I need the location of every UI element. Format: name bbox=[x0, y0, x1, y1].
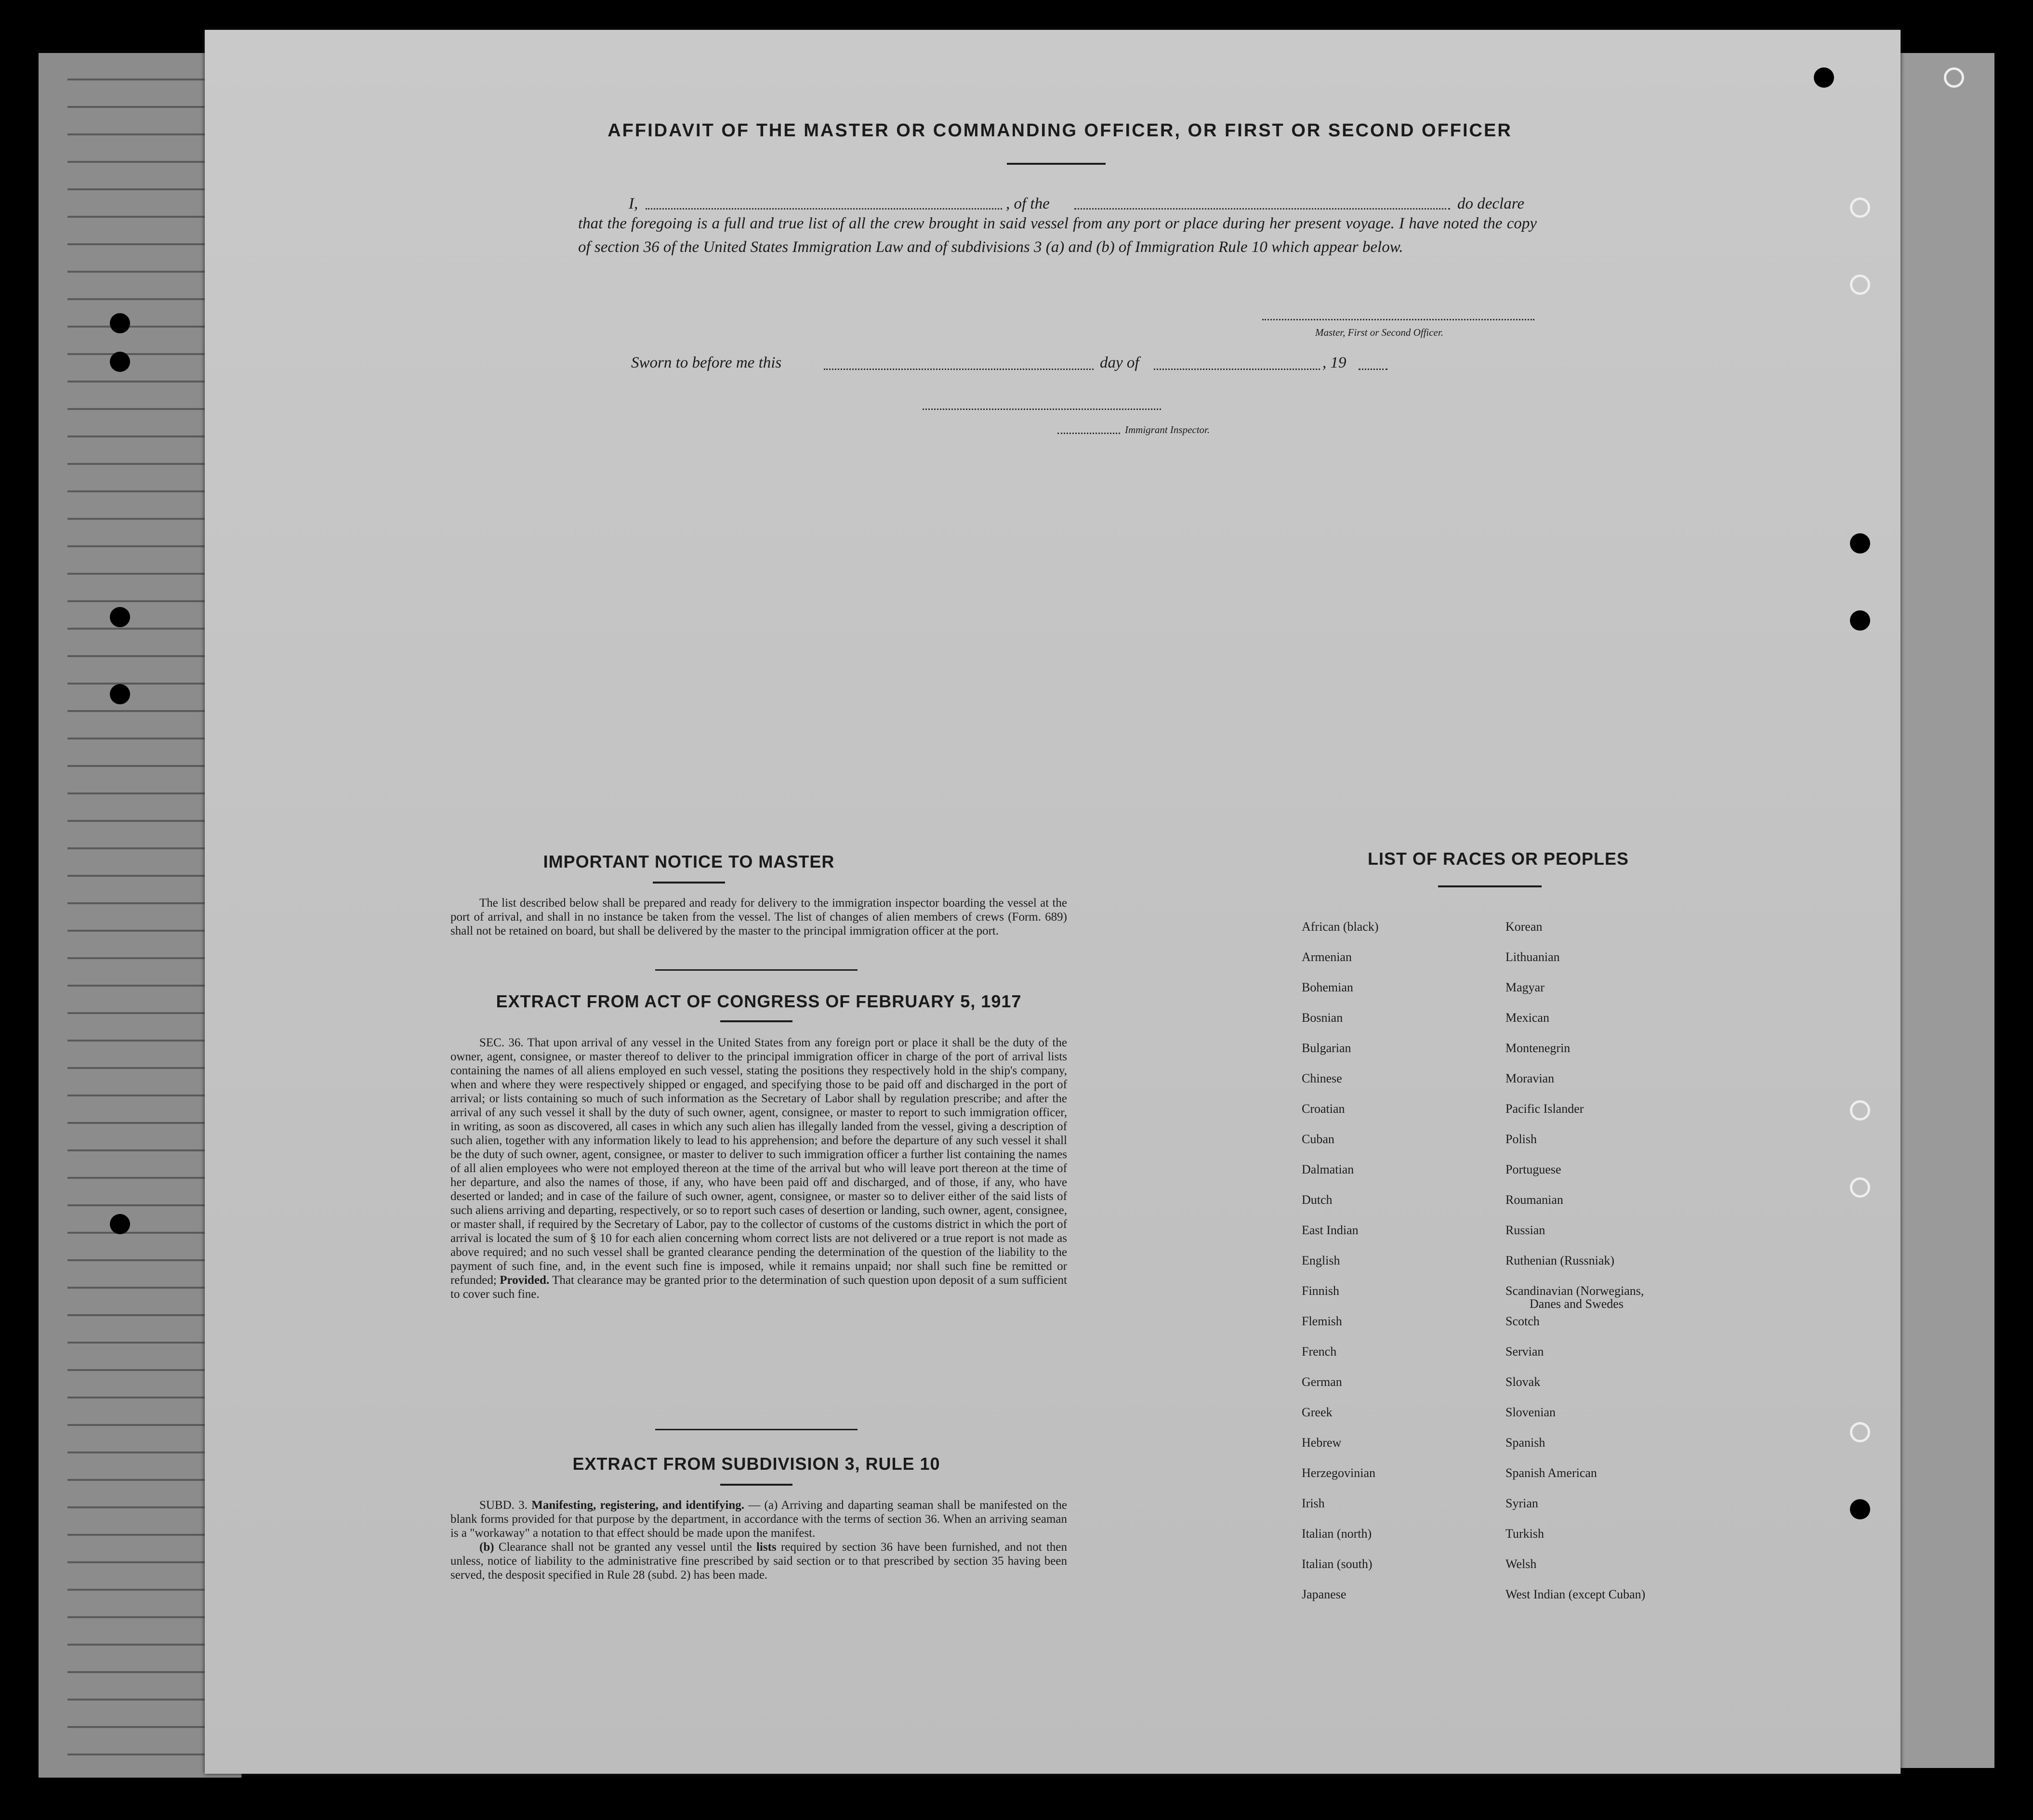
punch-hole bbox=[1944, 67, 1964, 88]
race-item: Mexican bbox=[1505, 1011, 1549, 1025]
race-item: Pacific Islander bbox=[1505, 1102, 1584, 1116]
affidavit-i-label: I, bbox=[629, 195, 638, 212]
race-item: Japanese bbox=[1302, 1587, 1347, 1601]
race-item: Servian bbox=[1505, 1345, 1544, 1358]
month-blank bbox=[1154, 369, 1320, 370]
race-item: Montenegrin bbox=[1505, 1041, 1571, 1055]
day-of-label: day of bbox=[1100, 354, 1139, 371]
punch-hole bbox=[110, 684, 130, 704]
extract-rule-title: EXTRACT FROM SUBDIVISION 3, RULE 10 bbox=[572, 1454, 940, 1474]
inspector-dot-leader bbox=[1057, 433, 1120, 434]
race-item: Welsh bbox=[1505, 1557, 1537, 1571]
b-text-2: required by section 36 have been furnished, and not then unless, notice of liability to the administrative fine prescribed by said section or to that prescribed by section 35 having been served, the desposit specified in Rule 28 (subd. 2) has been made. bbox=[450, 1541, 1068, 1582]
extract-act-title: EXTRACT FROM ACT OF CONGRESS OF FEBRUARY 5, 1917 bbox=[496, 991, 1022, 1011]
race-item: Chinese bbox=[1302, 1071, 1342, 1085]
provided-label: Provided. bbox=[500, 1274, 550, 1287]
sec36-paragraph bbox=[450, 1036, 1067, 1301]
extract-act-text bbox=[450, 1036, 1067, 1301]
sec36-text-after: That clearance may be granted prior to the determination of such question upon deposit of a sum sufficient to cover such fine. bbox=[450, 1274, 1067, 1301]
race-item: Bulgarian bbox=[1302, 1041, 1351, 1055]
affidavit-body: that the foregoing is a full and true list of all the crew brought in said vessel from any port or place during her present voyage. I have noted the copy of section 36 of the United States Immigration Law and of subdivisions 3 (a) and (b) of Immigration Rule 10 which appear below. bbox=[578, 215, 1537, 256]
notice-title-rule bbox=[653, 882, 725, 884]
punch-hole bbox=[110, 607, 130, 627]
race-item: Italian (north) bbox=[1302, 1527, 1372, 1541]
year-blank bbox=[1359, 369, 1387, 370]
name-blank bbox=[646, 208, 1002, 210]
race-item: English bbox=[1302, 1253, 1340, 1267]
b-label: (b) bbox=[479, 1541, 494, 1554]
race-item: Armenian bbox=[1302, 950, 1352, 964]
race-item-continuation: Danes and Swedes bbox=[1530, 1297, 1624, 1311]
affidavit-do-declare-label: do declare bbox=[1457, 195, 1524, 212]
punch-hole bbox=[1850, 610, 1870, 631]
race-item: Slovenian bbox=[1505, 1405, 1556, 1419]
punch-hole bbox=[1850, 275, 1870, 295]
title-rule bbox=[1007, 163, 1106, 165]
race-item: Dutch bbox=[1302, 1193, 1333, 1207]
b-text-1: Clearance shall not be granted any vessel until the bbox=[498, 1541, 752, 1554]
notice-paragraph: The list described below shall be prepared and ready for delivery to the immigration inspector boarding the vessel at the port of arrival, and shall in no instance be taken from the vessel. The list of changes of alien members of crews (Form. 689) shall not be retained on board, but shall be delivered by the master to the principal immigration officer at the port. bbox=[450, 897, 1067, 937]
punch-hole bbox=[110, 1214, 130, 1234]
subd3-a-paragraph bbox=[450, 1498, 1067, 1540]
race-item: Dalmatian bbox=[1302, 1162, 1354, 1176]
races-title-rule bbox=[1438, 885, 1542, 887]
race-item: Finnish bbox=[1302, 1284, 1340, 1298]
subd-prefix: SUBD. 3. bbox=[479, 1499, 528, 1512]
race-item: Scandinavian (Norwegians, Danes and Swedes bbox=[1505, 1284, 1644, 1311]
race-item: West Indian (except Cuban) bbox=[1505, 1587, 1646, 1601]
race-item: Cuban bbox=[1302, 1132, 1334, 1146]
race-item: Spanish American bbox=[1505, 1466, 1597, 1480]
race-item: Herzegovinian bbox=[1302, 1466, 1376, 1480]
race-item: Moravian bbox=[1505, 1071, 1555, 1085]
race-item: Polish bbox=[1505, 1132, 1537, 1146]
subd-a-text: — (a) Arriving and daparting seaman shall be manifested on the blank forms provided for that purpose by the department, in accordance with the terms of section 36. When an arriving seaman is a "workaway" a notation to that effect should be made upon the manifest. bbox=[450, 1499, 1068, 1540]
race-item: Korean bbox=[1505, 920, 1543, 934]
subd3-b-paragraph bbox=[450, 1540, 1067, 1582]
year-label: , 19 bbox=[1322, 354, 1347, 371]
affidavit-of-the-label: , of the bbox=[1006, 195, 1050, 212]
race-item: African (black) bbox=[1302, 920, 1379, 934]
race-item: Italian (south) bbox=[1302, 1557, 1373, 1571]
races-right-column bbox=[1505, 911, 1645, 1609]
punch-hole bbox=[1850, 533, 1870, 554]
punch-hole bbox=[110, 352, 130, 372]
race-item: Russian bbox=[1505, 1223, 1545, 1237]
punch-hole bbox=[1850, 1177, 1870, 1198]
race-item: Turkish bbox=[1505, 1527, 1544, 1541]
notice-title: IMPORTANT NOTICE TO MASTER bbox=[543, 852, 835, 871]
b-bold-lists: lists bbox=[756, 1541, 777, 1554]
section-divider bbox=[655, 969, 858, 971]
race-item: Flemish bbox=[1302, 1314, 1342, 1328]
race-item: Scotch bbox=[1505, 1314, 1540, 1328]
affidavit-title: AFFIDAVIT OF THE MASTER OR COMMANDING OFFICER, OR FIRST OR SECOND OFFICER bbox=[607, 120, 1512, 141]
race-item: Syrian bbox=[1505, 1496, 1538, 1510]
extract-act-title-rule bbox=[720, 1020, 792, 1022]
race-item: Ruthenian (Russniak) bbox=[1505, 1253, 1615, 1267]
race-item: Bohemian bbox=[1302, 980, 1353, 994]
master-signature-line bbox=[1262, 319, 1534, 320]
punch-hole bbox=[1850, 1422, 1870, 1442]
race-item: French bbox=[1302, 1345, 1337, 1358]
race-item: Croatian bbox=[1302, 1102, 1345, 1116]
punch-hole bbox=[1850, 198, 1870, 218]
race-item: Portuguese bbox=[1505, 1162, 1561, 1176]
sworn-label: Sworn to before me this bbox=[631, 354, 782, 371]
notice-text bbox=[450, 896, 1067, 938]
race-item: Slovak bbox=[1505, 1375, 1541, 1389]
race-item: Greek bbox=[1302, 1405, 1333, 1419]
race-item: Spanish bbox=[1505, 1436, 1545, 1450]
races-title: LIST OF RACES OR PEOPLES bbox=[1367, 849, 1629, 869]
subd-bold: Manifesting, registering, and identifying. bbox=[531, 1499, 744, 1512]
race-item: Irish bbox=[1302, 1496, 1325, 1510]
race-item: Magyar bbox=[1505, 980, 1545, 994]
race-item: Roumanian bbox=[1505, 1193, 1563, 1207]
section-divider bbox=[655, 1429, 858, 1430]
extract-rule-text bbox=[450, 1498, 1067, 1582]
race-item: Lithuanian bbox=[1505, 950, 1560, 964]
punch-hole bbox=[1814, 67, 1834, 88]
race-item: German bbox=[1302, 1375, 1342, 1389]
punch-hole bbox=[1850, 1499, 1870, 1519]
inspector-label: Immigrant Inspector. bbox=[1125, 424, 1210, 435]
sec36-text: SEC. 36. That upon arrival of any vessel in the United States from any foreign port or place it shall be the duty of the owner, agent, consignee, or master thereof to deliver to the principal immigration officer in charge of the port of arrival lists containing the names of all aliens employed en such vessel, stating the positions they respectively hold in the ship's company, when and where they were respectively shipped or engaged, and specifying those to be paid off and discharged in the port of arrival; or lists containing so much of such information as the Secretary of Labor shall by regulation prescribe; and after the arrival of any such vessel it shall by the duty of such owner, agent, consignee, or master to report to such immigration officer, in writing, as soon as discovered, all cases in which any such alien has illegally landed from the vessel, giving a description of such alien, together with any information likely to lead to his apprehension; and before the departure of any such vessel it shall be the duty of such owner, agent, consignee, or master to deliver to such immigration officer a further list containing the names of all alien employees who were not employed thereon at the time of the arrival but who will leave port thereon at the time of her departure, and also the names of those, if any, who have been paid off and discharged, and of those, if any, who have deserted or landed; and in case of the failure of such owner, agent, consignee, or master so to deliver either of the said lists of such aliens arriving and departing, respectively, or so to report such cases of desertion or landing, such owner, agent, consignee, or master shall, if required by the Secretary of Labor, pay to the collector of customs of the customs district in which the port of arrival is located the sum of § 10 for each alien concerning whom correct lists are not delivered or a true report is not made as above required; and no such vessel shall be granted clearance pending the determination of the question of the liability to the payment of such fine, and, in the event such fine is imposed, while it remains unpaid; nor shall such fine be remitted or refunded; bbox=[450, 1036, 1067, 1287]
punch-hole bbox=[110, 313, 130, 333]
races-left-column bbox=[1302, 911, 1379, 1609]
inspector-signature-line bbox=[923, 409, 1161, 410]
vessel-blank bbox=[1074, 208, 1450, 210]
punch-hole bbox=[1850, 1100, 1870, 1121]
race-item: Bosnian bbox=[1302, 1011, 1343, 1025]
master-signature-label: Master, First or Second Officer. bbox=[1315, 327, 1443, 338]
extract-rule-title-rule bbox=[720, 1484, 792, 1486]
sworn-date-blank bbox=[824, 369, 1094, 370]
race-item: East Indian bbox=[1302, 1223, 1359, 1237]
race-item: Hebrew bbox=[1302, 1436, 1342, 1450]
